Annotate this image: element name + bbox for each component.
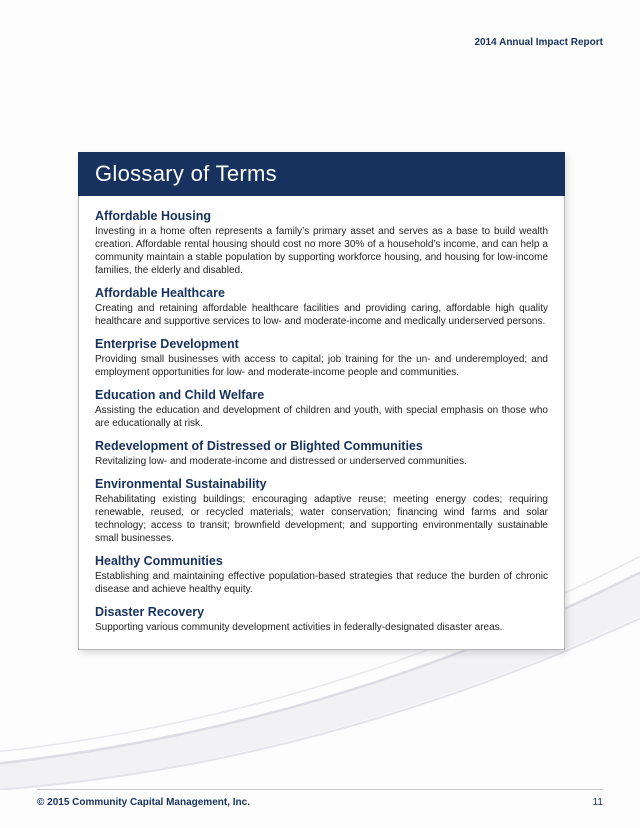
glossary-definition: Investing in a home often represents a family’s primary asset and serves as a base to build wealth creation. Affordable rental housing should cost no more 30% of a household’s income, and can help a community maintain a stable population by supporting workforce housing, and housing for low-income families, the elderly and disabled. bbox=[95, 226, 548, 276]
glossary-entry bbox=[95, 439, 548, 468]
glossary-term: Education and Child Welfare bbox=[95, 388, 265, 402]
glossary-term: Disaster Recovery bbox=[95, 605, 205, 619]
glossary-definition: Revitalizing low- and moderate-income and distressed or underserved communities. bbox=[95, 456, 467, 467]
glossary-definition: Assisting the education and development of children and youth, with special emphasis on those who are educationally at risk. bbox=[95, 405, 548, 429]
glossary-term: Enterprise Development bbox=[95, 337, 239, 351]
glossary-entry bbox=[95, 388, 548, 430]
glossary-term: Affordable Healthcare bbox=[95, 286, 225, 300]
report-title: 2014 Annual Impact Report bbox=[474, 37, 603, 48]
glossary-entry bbox=[95, 337, 548, 379]
glossary-definition: Supporting various community development activities in federally-designated disaster areas. bbox=[95, 622, 503, 633]
glossary-term: Environmental Sustainability bbox=[95, 477, 267, 491]
glossary-entry bbox=[95, 605, 548, 634]
glossary-panel-title: Glossary of Terms bbox=[78, 152, 565, 196]
glossary-panel bbox=[78, 152, 565, 650]
glossary-entry bbox=[95, 286, 548, 328]
footer-copyright: © 2015 Community Capital Management, Inc. bbox=[37, 797, 250, 808]
glossary-term: Affordable Housing bbox=[95, 209, 211, 223]
glossary-entries bbox=[79, 196, 564, 649]
glossary-definition: Establishing and maintaining effective population-based strategies that reduce the burden of chronic disease and achieve healthy equity. bbox=[95, 571, 548, 595]
glossary-definition: Providing small businesses with access to capital; job training for the un- and underemployed; and employment opportunities for low- and moderate-income people and communities. bbox=[95, 354, 548, 378]
glossary-entry bbox=[95, 209, 548, 277]
footer-divider bbox=[37, 789, 603, 790]
glossary-definition: Creating and retaining affordable healthcare facilities and providing caring, affordable high quality healthcare and supportive services to low- and moderate-income and medically underserved persons. bbox=[95, 303, 548, 327]
footer-page-number: 11 bbox=[592, 797, 603, 808]
glossary-entry bbox=[95, 554, 548, 596]
glossary-definition: Rehabilitating existing buildings; encouraging adaptive reuse; meeting energy codes; requiring renewable, reused, or recycled materials; water conservation; financing wind farms and solar technology; access to transit; brownfield development; and supporting environmentally sustainable small businesses. bbox=[95, 494, 548, 544]
glossary-entry bbox=[95, 477, 548, 545]
glossary-term: Redevelopment of Distressed or Blighted Communities bbox=[95, 439, 423, 453]
glossary-term: Healthy Communities bbox=[95, 554, 223, 568]
